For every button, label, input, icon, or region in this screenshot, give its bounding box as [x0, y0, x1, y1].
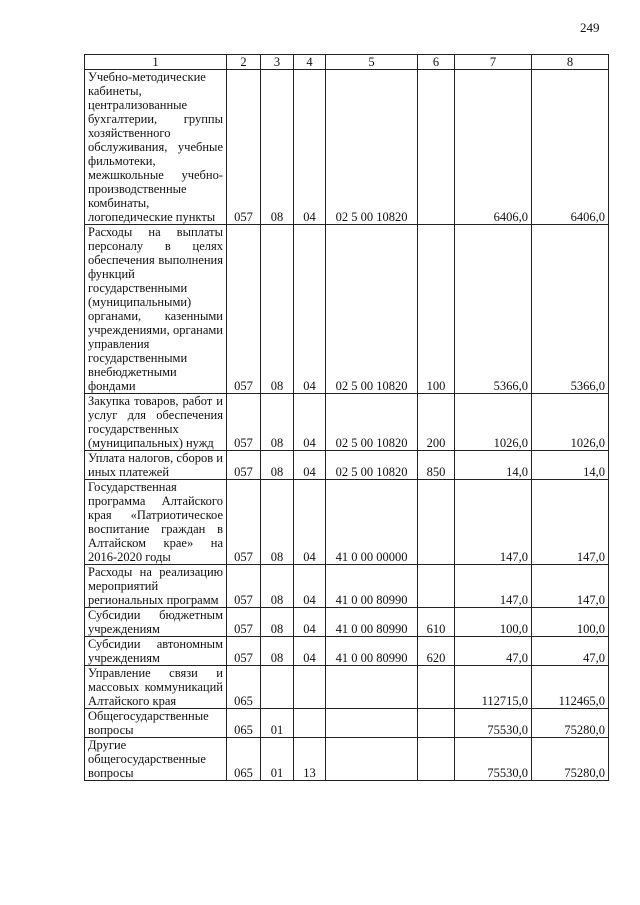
subsection-code-cell: 13 [294, 738, 326, 781]
expense-type-cell: 610 [418, 608, 455, 637]
column-header: 1 [85, 55, 227, 70]
column-header: 8 [532, 55, 609, 70]
amount-cell: 5366,0 [455, 225, 532, 394]
expense-type-cell [418, 70, 455, 225]
target-article-cell [326, 738, 418, 781]
column-header: 4 [294, 55, 326, 70]
amount-cell: 47,0 [455, 637, 532, 666]
amount-cell: 112465,0 [532, 666, 609, 709]
section-code-cell: 08 [261, 637, 294, 666]
table-row [85, 608, 609, 637]
table-row [85, 480, 609, 565]
table-row [85, 225, 609, 394]
amount-cell: 5366,0 [532, 225, 609, 394]
ministry-code-cell: 057 [227, 565, 261, 608]
ministry-code-cell: 065 [227, 666, 261, 709]
section-code-cell: 01 [261, 738, 294, 781]
table-row [85, 451, 609, 480]
amount-cell: 147,0 [532, 480, 609, 565]
section-code-cell [261, 666, 294, 709]
target-article-cell: 41 0 00 80990 [326, 565, 418, 608]
row-name-cell: Учебно-методические кабинеты, централизованные бухгалтерии, группы хозяйственного обслуживания, учебные фильмотеки, межшкольные учебно-производственные комбинаты, логопедические пункты [85, 70, 227, 225]
section-code-cell: 01 [261, 709, 294, 738]
amount-cell: 75530,0 [455, 738, 532, 781]
amount-cell: 14,0 [532, 451, 609, 480]
budget-table [84, 54, 609, 781]
ministry-code-cell: 057 [227, 637, 261, 666]
row-name-cell: Расходы на выплаты персоналу в целях обеспечения выполнения функций государственными (муниципальными) органами, казенными учреждениями, органами управления государственными внебюджетными фондами [85, 225, 227, 394]
row-name-cell: Закупка товаров, работ и услуг для обеспечения государственных (муниципальных) нужд [85, 394, 227, 451]
expense-type-cell [418, 666, 455, 709]
section-code-cell: 08 [261, 451, 294, 480]
subsection-code-cell [294, 709, 326, 738]
page-number: 249 [580, 20, 600, 35]
section-code-cell: 08 [261, 565, 294, 608]
column-header: 5 [326, 55, 418, 70]
target-article-cell [326, 709, 418, 738]
amount-cell: 100,0 [532, 608, 609, 637]
subsection-code-cell: 04 [294, 394, 326, 451]
section-code-cell: 08 [261, 70, 294, 225]
row-name-cell: Субсидии автономным учреждениям [85, 637, 227, 666]
expense-type-cell [418, 565, 455, 608]
subsection-code-cell: 04 [294, 70, 326, 225]
target-article-cell: 02 5 00 10820 [326, 394, 418, 451]
expense-type-cell [418, 738, 455, 781]
table-row [85, 666, 609, 709]
subsection-code-cell: 04 [294, 608, 326, 637]
amount-cell: 1026,0 [532, 394, 609, 451]
row-name-cell: Расходы на реализацию мероприятий региональных программ [85, 565, 227, 608]
ministry-code-cell: 057 [227, 394, 261, 451]
target-article-cell: 02 5 00 10820 [326, 451, 418, 480]
subsection-code-cell: 04 [294, 225, 326, 394]
section-code-cell: 08 [261, 480, 294, 565]
column-header: 7 [455, 55, 532, 70]
target-article-cell: 02 5 00 10820 [326, 225, 418, 394]
amount-cell: 1026,0 [455, 394, 532, 451]
column-header: 2 [227, 55, 261, 70]
ministry-code-cell: 065 [227, 738, 261, 781]
amount-cell: 147,0 [455, 565, 532, 608]
amount-cell: 75280,0 [532, 709, 609, 738]
target-article-cell: 02 5 00 10820 [326, 70, 418, 225]
subsection-code-cell: 04 [294, 451, 326, 480]
row-name-cell: Государственная программа Алтайского края «Патриотическое воспитание граждан в Алтайском крае» на 2016-2020 годы [85, 480, 227, 565]
section-code-cell: 08 [261, 394, 294, 451]
row-name-cell: Другие общегосударственные вопросы [85, 738, 227, 781]
row-name-cell: Уплата налогов, сборов и иных платежей [85, 451, 227, 480]
subsection-code-cell: 04 [294, 480, 326, 565]
subsection-code-cell: 04 [294, 565, 326, 608]
table-header-row [85, 55, 609, 70]
expense-type-cell [418, 480, 455, 565]
expense-type-cell: 200 [418, 394, 455, 451]
table-row [85, 70, 609, 225]
table-row [85, 565, 609, 608]
column-header: 6 [418, 55, 455, 70]
amount-cell: 147,0 [455, 480, 532, 565]
amount-cell: 6406,0 [455, 70, 532, 225]
ministry-code-cell: 057 [227, 70, 261, 225]
target-article-cell: 41 0 00 00000 [326, 480, 418, 565]
table-row [85, 709, 609, 738]
ministry-code-cell: 065 [227, 709, 261, 738]
row-name-cell: Субсидии бюджетным учреждениям [85, 608, 227, 637]
ministry-code-cell: 057 [227, 608, 261, 637]
amount-cell: 147,0 [532, 565, 609, 608]
section-code-cell: 08 [261, 608, 294, 637]
amount-cell: 100,0 [455, 608, 532, 637]
amount-cell: 47,0 [532, 637, 609, 666]
table-row [85, 738, 609, 781]
ministry-code-cell: 057 [227, 225, 261, 394]
subsection-code-cell: 04 [294, 637, 326, 666]
amount-cell: 75530,0 [455, 709, 532, 738]
amount-cell: 112715,0 [455, 666, 532, 709]
table-row [85, 394, 609, 451]
ministry-code-cell: 057 [227, 480, 261, 565]
target-article-cell: 41 0 00 80990 [326, 637, 418, 666]
amount-cell: 75280,0 [532, 738, 609, 781]
target-article-cell: 41 0 00 80990 [326, 608, 418, 637]
expense-type-cell: 100 [418, 225, 455, 394]
subsection-code-cell [294, 666, 326, 709]
ministry-code-cell: 057 [227, 451, 261, 480]
expense-type-cell [418, 709, 455, 738]
amount-cell: 14,0 [455, 451, 532, 480]
target-article-cell [326, 666, 418, 709]
row-name-cell: Общегосударственные вопросы [85, 709, 227, 738]
amount-cell: 6406,0 [532, 70, 609, 225]
expense-type-cell: 620 [418, 637, 455, 666]
column-header: 3 [261, 55, 294, 70]
table-row [85, 637, 609, 666]
expense-type-cell: 850 [418, 451, 455, 480]
section-code-cell: 08 [261, 225, 294, 394]
row-name-cell: Управление связи и массовых коммуникаций Алтайского края [85, 666, 227, 709]
